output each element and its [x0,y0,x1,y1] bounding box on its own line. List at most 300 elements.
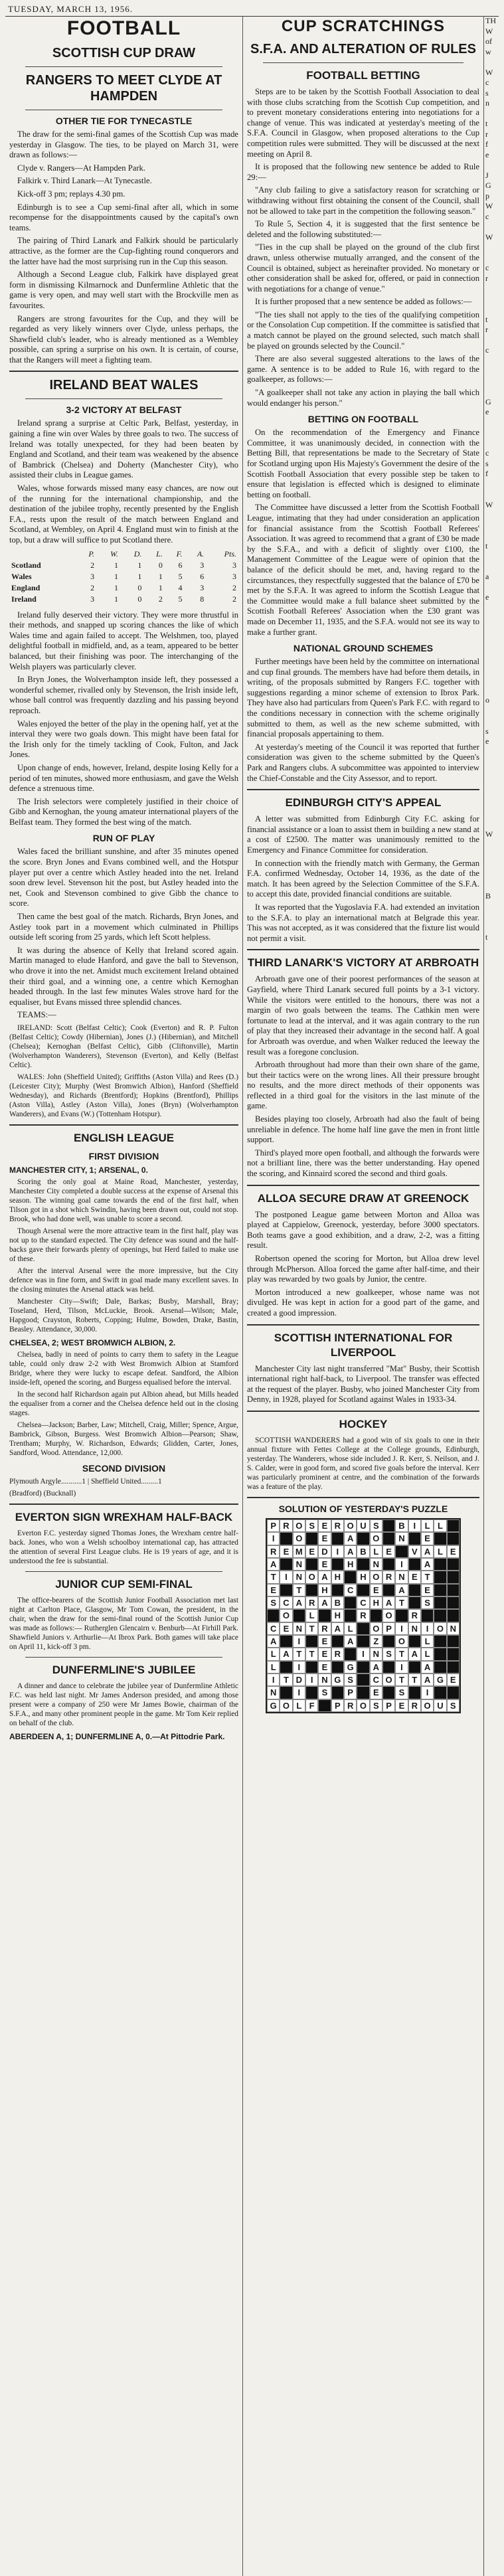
grid-block [293,1609,305,1622]
grid-letter: L [434,1519,446,1532]
grid-block [331,1661,344,1674]
grid-block [434,1609,446,1622]
article-junior-cup: The office-bearers of the Scottish Junior Football Association met last night at Carlton Place, Glasgow, Mr Tom Cowan, the president, in the chair, when the draw for the semi-final round of the Scottish Junior Cup was made as follows:— Rutherglen Glencairn v. Benburb—At Firhill Park. Shawfield Juniors v. Arthurlie—At Ibrox Park. Both games will take place on April 11, kick-off 3 pm. [9,1596,238,1651]
section-title: CUP SCRATCHINGS [281,17,446,35]
grid-letter: O [395,1635,408,1648]
paragraph: Wales faced the brilliant sunshine, and after 35 minutes opened the score. Bryn Jones and Evans combined well, and the Hotspur player put over a centre which Astley headed into the net. Ireland soon drew level. Stevenson hit the post, but Astley headed into the net, Cook and Stevenson combined to give Gibb the chance to score. [9,847,238,908]
article-ireland-cont [9,610,238,828]
grid-letter: E [280,1622,292,1635]
grid-letter: A [421,1661,434,1674]
table-cell: Ireland [11,594,37,604]
grid-block [357,1635,369,1648]
paragraph: To Rule 5, Section 4, it is suggested that the first sentence be deleted and the following substituted:— [247,219,479,239]
grid-letter: A [395,1584,408,1596]
table-cell: 3 [200,560,205,570]
grid-letter: E [421,1584,434,1596]
grid-letter: S [395,1686,408,1699]
grid-letter: A [344,1545,357,1558]
table-header-cell: P. [88,549,95,558]
text-fragment [485,1241,497,1252]
grid-letter: T [421,1571,434,1583]
headline-junior-cup: JUNIOR CUP SEMI-FINAL [55,1577,193,1590]
teams-label: TEAMS:— [17,1010,56,1020]
grid-block [318,1609,331,1622]
grid-block [344,1648,357,1660]
grid-block [357,1686,369,1699]
text-fragment [485,582,497,593]
grid-letter: P [331,1699,344,1712]
grid-letter: A [421,1558,434,1571]
article-liverpool: Manchester City last night transferred "Mat" Busby, their Scottish international right half-back, to Liverpool. The transfer was effected at the request of the player. Busby, who joined Manchester City from Denny, in 1928, played for Scotland against Wales in 1933-34. [247,1363,479,1405]
text-fragment [485,1333,497,1344]
grid-letter: I [421,1686,434,1699]
grid-letter: A [331,1622,344,1635]
paragraph: Edinburgh is to see a Cup semi-final after all, which in some recompense for the disappointments caused by the capital's own teams. [9,202,238,232]
grid-letter: C [344,1584,357,1596]
table-cell: 2 [90,582,95,592]
text-fragment [485,489,497,500]
grid-letter: S [382,1648,395,1660]
divider [25,1571,222,1572]
article-betting [247,428,479,638]
grid-letter: A [293,1596,305,1609]
table-cell: Scotland [11,560,41,570]
text-fragment: f [485,469,488,478]
text-fragment [485,984,497,994]
text-fragment [485,253,497,264]
text-fragment [485,1478,497,1488]
text-fragment [485,850,497,861]
grid-block [447,1584,460,1596]
table-cell: 5 [178,571,183,581]
article-grounds [247,657,479,784]
text-fragment: e [485,149,489,159]
grid-letter: O [370,1622,382,1635]
divider [9,1124,238,1126]
grid-letter: S [447,1699,460,1712]
text-fragment [485,1189,497,1200]
text-fragment: f [485,139,488,149]
paragraph: "The ties shall not apply to the ties of the qualifying competition or the Consolation Cup competition. If the committee is satisfied that a match cannot be played on the ground selected, such match shall be played on grounds selected by the Council." [247,309,479,351]
paragraph: Ireland sprang a surprise at Celtic Park, Belfast, yesterday, in gaining a fine win over Wales by three goals to two. The success of Ireland was totally unexpected, for they had been beaten by England and Scotland, and their team was weakened by the absence of Bambrick (Chelsea) and Doherty (Manchester City), who assisted their clubs in League games. [9,418,238,480]
grid-block [280,1661,292,1674]
text-fragment: e [485,407,489,416]
grid-letter: N [370,1648,382,1660]
text-fragment [485,1457,497,1468]
text-fragment [485,994,497,1005]
paragraph: It is proposed that the following new sentence be added to Rule 29:— [247,162,479,182]
text-fragment: W [485,829,493,839]
text-fragment [485,1375,497,1385]
grid-block [382,1635,395,1648]
text-fragment [485,284,497,294]
text-fragment [485,562,497,572]
text-fragment [485,665,497,675]
text-fragment [485,335,497,346]
grid-letter: R [280,1519,292,1532]
text-fragment: c [485,211,489,221]
subhead-run-of-play: RUN OF PLAY [92,833,155,844]
grid-block [408,1532,421,1545]
table-cell: 3 [232,560,236,570]
text-fragment [485,57,497,68]
match-lineups: Manchester City—Swift; Dale, Barkas; Busby, Marshall, Bray; Toseland, Herd, Tilson, McLuckie, Brook. Arsenal—Wilson; Male, Hapgood; Crayston, Roberts, Copping; Hulme, Bowden, Drake, Bastin, Beasley. Attendance, 30,000. [9,1297,238,1333]
text-fragment [485,1354,497,1365]
table-header-cell: D. [133,549,142,558]
table-cell: 0 [137,594,142,604]
text-fragment [485,366,497,377]
grid-letter: I [395,1661,408,1674]
text-fragment: t [485,541,488,551]
divider [247,1497,479,1498]
text-fragment [485,1045,497,1056]
article-third-lanark [247,974,479,1179]
match-report [9,1350,238,1418]
grid-letter: P [267,1519,280,1532]
text-fragment [485,1210,497,1221]
grid-letter: E [318,1648,331,1660]
paragraph: IRELAND: Scott (Belfast Celtic); Cook (Everton) and R. P. Fulton (Belfast Celtic); Cowdy (Hibernian), Jones (J.) (Hibernian), and Mitchell (Chelsea); Kernoghan (Belfast Celtic), Gibb (Cliftonville), Martin (Wolverhampton Wanderers), Stevenson (Everton), and Kelly (Belfast Celtic). [9,1023,238,1069]
text-fragment [485,1436,497,1447]
headline-football-betting: FOOTBALL BETTING [306,69,420,82]
grid-letter: E [318,1661,331,1674]
grid-row [267,1596,460,1609]
headline-puzzle: SOLUTION OF YESTERDAY'S PUZZLE [278,1503,448,1514]
text-fragment [485,1221,497,1231]
grid-letter: S [421,1596,434,1609]
table-cell: 4 [178,582,183,592]
article-ireland [9,418,238,545]
grid-letter: R [318,1622,331,1635]
grid-letter: R [408,1609,421,1622]
grid-block [434,1648,446,1660]
grid-block [267,1609,280,1622]
paragraph: The draw for the semi-final games of the Scottish Cup was made yesterday in Glasgow. The ties, to be played on March 31, were drawn as follows:— [9,129,238,160]
grid-letter: A [267,1558,280,1571]
text-fragment [485,304,497,315]
text-fragment: r [485,129,488,139]
grid-letter: G [344,1661,357,1674]
article-hockey: SCOTTISH WANDERERS had a good win of six goals to one in their annual fixture with Fettes College at the College grounds, Edinburgh, yesterday. The Wanderers, whose side included J. R. Kerr, S. Neilson, and J. S. Calder, were in good form, and scored five goals before the interval. Kerr was particularly prominent at centre, and the combination of the forwards was a feature of the play. [247,1436,479,1491]
grid-block [280,1558,292,1571]
text-fragment [485,1365,497,1375]
table-cell: 1 [114,560,119,570]
grid-letter: C [267,1622,280,1635]
grid-letter: F [305,1699,318,1712]
grid-letter: E [447,1545,460,1558]
grid-row [267,1699,460,1712]
paragraph: Although a Second League club, Falkirk have displayed great form in dismissing Kilmarnock and Dunfermline Athletic that the game is very open, and may well start with the Brockville men as favourites. [9,270,238,310]
grid-letter: R [382,1571,395,1583]
text-fragment [485,1498,497,1509]
grid-letter: I [267,1532,280,1545]
text-fragment: c [485,263,489,272]
grid-letter: T [280,1674,292,1686]
headline-dunfermline: DUNFERMLINE'S JUBILEE [52,1663,196,1676]
grid-block [447,1635,460,1648]
grid-letter: I [331,1545,344,1558]
text-fragment [485,438,497,449]
grid-letter: Z [370,1635,382,1648]
text-fragment: r [485,325,488,334]
text-fragment [485,1066,497,1076]
grid-letter: U [434,1699,446,1712]
grid-row [267,1674,460,1686]
table-cell: 2 [232,594,236,604]
text-fragment: G [485,396,491,406]
divider [9,1503,238,1505]
table-row [9,594,238,605]
paragraph: Rangers are strong favourites for the Cup, and they will be regarded as very likely winners over Clyde, unless perhaps, the Shawfield club's leader, who is already mentioned as a Wembley possible, can spring a surprise on his own. It is certain, of course, that the Rangers will meet a fighting team. [9,313,238,365]
grid-block [395,1545,408,1558]
grid-letter: T [305,1648,318,1660]
grid-letter: O [280,1609,292,1622]
text-fragment [485,798,497,809]
grid-letter: E [318,1558,331,1571]
grid-letter: D [318,1545,331,1558]
grid-letter: V [408,1545,421,1558]
grid-block [357,1532,369,1545]
paragraph: At yesterday's meeting of the Council it was reported that further consideration was given to the scheme submitted by the Queen's Park and Rangers clubs. A subcommittee was appointed to interview the Chief-Constable and the City Assessor, and to report. [247,742,479,783]
grid-letter: E [421,1532,434,1545]
grid-letter: T [395,1596,408,1609]
headline-edinburgh-city: EDINBURGH CITY'S APPEAL [285,796,442,810]
paragraph: "Ties in the cup shall be played on the ground of the club first drawn, unless otherwise mutually arranged, and the consent of the Council is obtained, subject as hereinafter provided. No monetary or other consideration shall be asked for, offered, or paid in connection with negotiations for a change of venue." [247,242,479,294]
grid-block [382,1519,395,1532]
table-header-cell: W. [110,549,119,558]
text-fragment: s [485,88,489,98]
grid-letter: H [370,1596,382,1609]
text-fragment [485,531,497,541]
grid-letter: C [280,1596,292,1609]
text-fragment [485,1148,497,1159]
paragraph: Further meetings have been held by the committee on international and cup final grounds. The members have had before them details, in writing, of the proposals submitted by Rangers F.C. together with suggestions regarding a minor scheme of extension to Ibrox Park. They have also had particulars from Queen's Park F.C. with regard to the conditions necessary in connection with the scheme originally submitted to them, as well as the new scheme submitted, with financial proposals appertaining to them. [247,657,479,739]
grid-letter: M [293,1545,305,1558]
grid-block [357,1584,369,1596]
grid-letter: N [267,1686,280,1699]
grid-block [305,1686,318,1699]
text-fragment [485,377,497,387]
grid-block [447,1686,460,1699]
grid-row [267,1648,460,1660]
text-fragment [485,1292,497,1303]
grid-block [434,1558,446,1571]
grid-letter: E [280,1545,292,1558]
grid-block [434,1635,446,1648]
match-heading: MANCHESTER CITY, 1; ARSENAL, 0. [9,1165,148,1175]
paragraph: Morton introduced a new goalkeeper, whose name was not divulged. He was kept in action for a good part of the game, and created a good impression. [247,1287,479,1318]
text-fragment [485,109,497,120]
table-cell: Wales [11,571,32,581]
table-cell: 6 [200,571,205,581]
text-fragment [485,634,497,644]
grid-letter: P [382,1699,395,1712]
text-fragment [485,644,497,655]
grid-letter: N [293,1558,305,1571]
grid-block [344,1609,357,1622]
text-fragment: B [485,891,491,901]
text-fragment [485,1282,497,1293]
grid-row [267,1532,460,1545]
divider [247,1324,479,1326]
article-everton: Everton F.C. yesterday signed Thomas Jones, the Wrexham centre half-back. Jones, who won a Welsh schoolboy international cap, has attracted the attention of several First League clubs. He is 19 years of age, and it is understood the fee is substantial. [9,1529,238,1565]
table-cell: 0 [158,560,163,570]
grid-letter: A [421,1545,434,1558]
table-cell: 1 [137,571,142,581]
grid-letter: E [370,1686,382,1699]
text-fragment [485,386,497,397]
grid-letter: O [357,1699,369,1712]
grid-letter: O [344,1519,357,1532]
table-cell: 1 [137,560,142,570]
grid-letter: I [293,1635,305,1648]
paragraph: Chelsea, badly in need of points to carry them to safety in the League table, could only draw 2-2 with West Bromwich Albion at Stamford Bridge, where they were lucky to escape defeat. Sandford, the Albion inside-left, opened the scoring, and Burgess equalised before the interval. [9,1350,238,1387]
column-football [5,16,243,2576]
grid-letter: L [370,1545,382,1558]
table-cell: 0 [137,582,142,592]
text-fragment [485,1128,497,1138]
grid-block [305,1661,318,1674]
text-fragment: W [485,26,493,36]
text-fragment [485,1159,497,1169]
paragraph: Wales, whose forwards missed many easy chances, are now out of the running for the international championship, and the destination of the jubilee trophy, recently presented by the English F.A., rests upon the result of the match between England and Scotland, at Wembley, on April 4. England must win to finish at the top, but a draw will suffice to put Scotland there. [9,483,238,545]
grid-block [447,1519,460,1532]
match-heading: CHELSEA, 2; WEST BROMWICH ALBION, 2. [9,1337,176,1347]
grid-letter: S [370,1519,382,1532]
grid-block [382,1686,395,1699]
grid-letter: O [421,1699,434,1712]
text-fragment [485,819,497,829]
grid-letter: S [344,1674,357,1686]
divider [25,1657,222,1658]
grid-row [267,1622,460,1635]
grid-block [318,1699,331,1712]
columns [5,16,499,2576]
divider [247,789,479,790]
grid-letter: O [370,1532,382,1545]
text-fragment [485,963,497,974]
grid-letter: C [370,1674,382,1686]
headline-ireland-wales: IRELAND BEAT WALES [49,378,199,393]
grid-block [408,1661,421,1674]
grid-letter: G [434,1674,446,1686]
grid-block [331,1635,344,1648]
divider [9,371,238,372]
grid-block [408,1635,421,1648]
result-line: Plymouth Argyle...........1 | Sheffield United.........1 [9,1477,162,1486]
text-fragment [485,510,497,521]
text-fragment [485,747,497,758]
text-fragment [485,613,497,624]
bottom-result: ABERDEEN A, 1; DUNFERMLINE A, 0.—At Pittodrie Park. [9,1731,225,1741]
table-cell: 6 [178,560,183,570]
text-fragment [485,675,497,685]
grid-block [280,1584,292,1596]
grid-row [267,1545,460,1558]
article-cup-draw [9,129,238,365]
grid-letter: I [305,1674,318,1686]
article-sfa [247,87,479,408]
text-fragment [485,757,497,768]
text-fragment [485,603,497,614]
paragraph: Steps are to be taken by the Scottish Football Association to deal with those clubs scratching from the Scottish Cup competition, and to prevent monetary considerations entering into negotiations for a change of venue. This was indicated at yesterday's meeting of the S.F.A. Council in Glasgow, when proposed alterations to the Cup competition rules were submitted. They will be discussed at the next meeting on April 8. [247,87,479,159]
paragraph: After the interval Arsenal were the more impressive, but the City defence was in fine form, and Swift in goal made many excellent saves. In the closing minutes the Arsenal attack was held. [9,1266,238,1294]
paragraph: In connection with the friendly match with Germany, the German F.A. confirmed Wednesday, October 14, 1936, as the date of the match. It has been agreed by the Selection Committee of the S.F.A. to accept this date, provided financial conditions are suitable. [247,858,479,899]
grid-letter: E [318,1532,331,1545]
text-fragment [485,809,497,819]
text-fragment [485,1262,497,1272]
grid-letter: N [293,1622,305,1635]
text-fragment [485,1313,497,1324]
headline-english-league: ENGLISH LEAGUE [73,1131,175,1144]
grid-row [267,1686,460,1699]
text-fragment: G [485,181,491,190]
grid-letter: E [267,1584,280,1596]
text-fragment [485,418,497,428]
table-row [9,582,238,594]
grid-letter: T [305,1622,318,1635]
column-cup-scratchings [243,16,483,2576]
grid-block [447,1648,460,1660]
grid-block [408,1584,421,1596]
text-fragment [485,922,497,932]
subhead-belfast: 3-2 VICTORY AT BELFAST [66,404,182,416]
table-cell: 3 [200,582,205,592]
grid-letter: I [408,1519,421,1532]
grid-letter: R [331,1519,344,1532]
grid-block [382,1558,395,1571]
grid-letter: S [267,1596,280,1609]
grid-letter: E [305,1545,318,1558]
grid-block [447,1596,460,1609]
text-fragment [485,1231,497,1241]
grid-letter: I [267,1674,280,1686]
grid-letter: A [280,1648,292,1660]
grid-letter: A [421,1674,434,1686]
grid-block [280,1686,292,1699]
divider [25,398,222,399]
table-header-cell: A. [197,549,205,558]
text-fragment: W [485,67,493,77]
grid-block [382,1584,395,1596]
paragraph: Ireland fully deserved their victory. They were more thrustful in their methods, and snapped up scoring chances the like of which Wales time and again failed to accept. The Welshmen, too, played delightful football in midfield, and, as a team, appeared to be better balanced, but their finishing was poor. The interchanging of the Welsh players was particularly clever. [9,610,238,671]
text-fragment [485,788,497,799]
article-alloa [247,1210,479,1319]
text-fragment: n [485,98,489,108]
divider [247,1411,479,1412]
text-fragment [485,706,497,717]
table-row [9,571,238,582]
grid-row [267,1661,460,1674]
table-cell: 1 [114,594,119,604]
headline-liverpool: SCOTTISH INTERNATIONAL FOR LIVERPOOL [274,1331,453,1359]
paragraph: Then came the best goal of the match. Richards, Bryn Jones, and Astley took part in a movement which culminated in Phillips outside left scoring from 25 yards, which left Scott helpless. [9,912,238,942]
table-cell: 2 [90,560,95,570]
text-fragment: e [485,736,489,746]
grid-letter: E [318,1635,331,1648]
text-fragment [485,1324,497,1334]
grid-letter: E [318,1519,331,1532]
grid-letter: L [344,1622,357,1635]
grid-letter: P [344,1686,357,1699]
grid-block [305,1635,318,1648]
text-fragment [485,1416,497,1426]
grid-letter: R [408,1699,421,1712]
grid-letter: I [293,1686,305,1699]
text-fragment: t [485,932,488,942]
grid-letter: C [357,1596,369,1609]
table-cell: 1 [158,571,163,581]
